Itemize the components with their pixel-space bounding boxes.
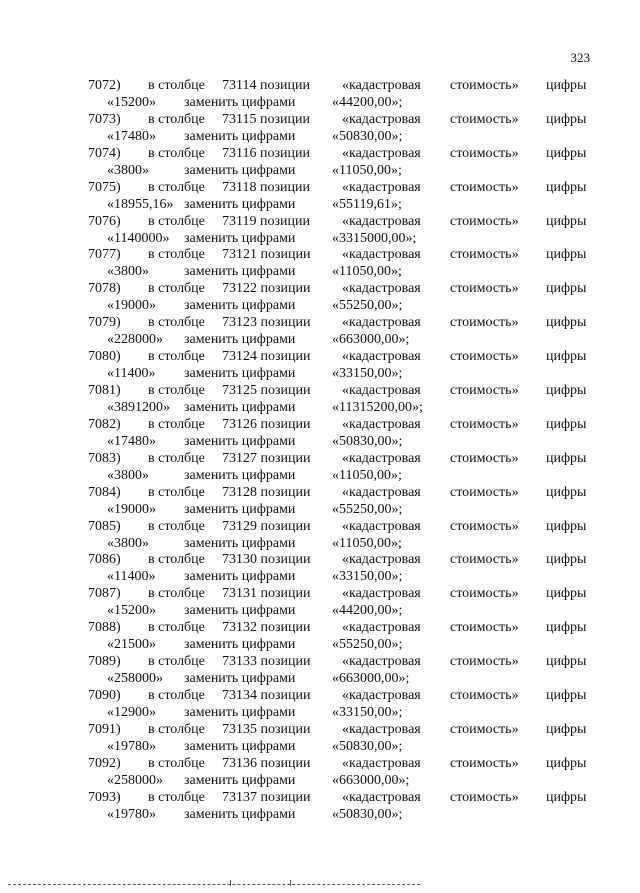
old-value: «18955,16» xyxy=(107,196,174,212)
in-column-text: в столбце xyxy=(148,688,205,704)
replace-text: заменить цифрами xyxy=(184,772,296,788)
amendment-entry xyxy=(0,77,640,111)
old-value: «12900» xyxy=(107,705,156,721)
footer-tick xyxy=(290,880,291,886)
cadastral-text: «кадастровая xyxy=(342,213,421,229)
position-text: 73118 позиции xyxy=(222,179,310,195)
new-value: «33150,00»; xyxy=(332,705,403,721)
old-value: «19780» xyxy=(107,738,156,754)
amendment-line-2 xyxy=(0,196,640,213)
cost-text: стоимость» xyxy=(450,111,519,127)
position-text: 73136 позиции xyxy=(222,755,311,771)
amendment-line-2 xyxy=(0,399,640,416)
amendment-entry xyxy=(0,755,640,789)
amendment-line-2 xyxy=(0,806,640,823)
amendment-line-1 xyxy=(0,382,640,399)
amendment-line-1 xyxy=(0,145,640,162)
amendment-line-1 xyxy=(0,111,640,128)
old-value: «3800» xyxy=(107,264,149,280)
new-value: «663000,00»; xyxy=(332,772,410,788)
cost-text: стоимость» xyxy=(450,213,519,229)
cadastral-text: «кадастровая xyxy=(342,383,421,399)
cadastral-text: «кадастровая xyxy=(342,586,421,602)
amendment-entry xyxy=(0,213,640,247)
footer-tick xyxy=(230,880,231,886)
in-column-text: в столбце xyxy=(148,247,205,263)
digits-text: цифры xyxy=(546,78,587,93)
new-value: «11050,00»; xyxy=(332,467,402,483)
cost-text: стоимость» xyxy=(450,281,519,297)
digits-text: цифры xyxy=(546,315,587,331)
amendment-entry xyxy=(0,246,640,280)
new-value: «11315200,00»; xyxy=(332,400,423,416)
digits-text: цифры xyxy=(546,654,587,670)
old-value: «19000» xyxy=(107,298,156,314)
amendment-line-1 xyxy=(0,653,640,670)
replace-text: заменить цифрами xyxy=(184,230,296,246)
amendment-entry xyxy=(0,653,640,687)
amendment-entry xyxy=(0,484,640,518)
in-column-text: в столбце xyxy=(148,755,205,771)
cadastral-text: «кадастровая xyxy=(342,688,421,704)
amendment-line-2 xyxy=(0,162,640,179)
in-column-text: в столбце xyxy=(148,654,205,670)
amendment-entry xyxy=(0,585,640,619)
position-text: 73129 позиции xyxy=(222,518,311,534)
entry-number: 7079) xyxy=(88,315,121,331)
new-value: «55250,00»; xyxy=(332,637,403,653)
entry-number: 7078) xyxy=(88,281,121,297)
amendment-line-1 xyxy=(0,314,640,331)
amendment-line-2 xyxy=(0,535,640,552)
amendment-line-1 xyxy=(0,721,640,738)
footer-rule xyxy=(8,884,420,885)
new-value: «44200,00»; xyxy=(332,603,403,619)
entry-number: 7075) xyxy=(88,179,121,195)
position-text: 73137 позиции xyxy=(222,789,311,805)
new-value: «44200,00»; xyxy=(332,95,403,110)
amendment-line-2 xyxy=(0,467,640,484)
cost-text: стоимость» xyxy=(450,654,519,670)
old-value: «228000» xyxy=(107,332,163,348)
cost-text: стоимость» xyxy=(450,78,519,93)
amendment-line-2 xyxy=(0,602,640,619)
in-column-text: в столбце xyxy=(148,281,205,297)
entry-number: 7093) xyxy=(88,789,121,805)
replace-text: заменить цифрами xyxy=(184,196,296,212)
replace-text: заменить цифрами xyxy=(184,366,296,382)
entry-number: 7092) xyxy=(88,755,121,771)
amendment-line-2 xyxy=(0,297,640,314)
entry-number: 7081) xyxy=(88,383,121,399)
entry-number: 7091) xyxy=(88,721,121,737)
amendment-line-2 xyxy=(0,128,640,145)
new-value: «50830,00»; xyxy=(332,806,403,822)
cost-text: стоимость» xyxy=(450,484,519,500)
digits-text: цифры xyxy=(546,450,587,466)
cost-text: стоимость» xyxy=(450,620,519,636)
old-value: «19780» xyxy=(107,806,156,822)
cost-text: стоимость» xyxy=(450,179,519,195)
new-value: «33150,00»; xyxy=(332,366,403,382)
entry-number: 7089) xyxy=(88,654,121,670)
in-column-text: в столбце xyxy=(148,518,205,534)
new-value: «50830,00»; xyxy=(332,433,403,449)
amendment-line-1 xyxy=(0,585,640,602)
amendment-line-2 xyxy=(0,365,640,382)
old-value: «3891200» xyxy=(107,400,170,416)
cost-text: стоимость» xyxy=(450,789,519,805)
amendment-entry xyxy=(0,789,640,823)
old-value: «21500» xyxy=(107,637,156,653)
digits-text: цифры xyxy=(546,721,587,737)
cadastral-text: «кадастровая xyxy=(342,484,421,500)
amendment-line-1 xyxy=(0,77,640,94)
old-value: «258000» xyxy=(107,772,163,788)
cadastral-text: «кадастровая xyxy=(342,450,421,466)
amendment-line-2 xyxy=(0,568,640,585)
entry-number: 7082) xyxy=(88,416,121,432)
new-value: «50830,00»; xyxy=(332,738,403,754)
amendment-line-2 xyxy=(0,704,640,721)
digits-text: цифры xyxy=(546,145,587,161)
new-value: «11050,00»; xyxy=(332,535,402,551)
in-column-text: в столбце xyxy=(148,213,205,229)
new-value: «55250,00»; xyxy=(332,298,403,314)
position-text: 73131 позиции xyxy=(222,586,311,602)
replace-text: заменить цифрами xyxy=(184,535,296,551)
entry-number: 7085) xyxy=(88,518,121,534)
amendment-entry xyxy=(0,179,640,213)
amendment-line-1 xyxy=(0,755,640,772)
replace-text: заменить цифрами xyxy=(184,569,296,585)
in-column-text: в столбце xyxy=(148,145,205,161)
cadastral-text: «кадастровая xyxy=(342,179,421,195)
position-text: 73134 позиции xyxy=(222,688,311,704)
entry-number: 7076) xyxy=(88,213,121,229)
amendment-entry xyxy=(0,145,640,179)
old-value: «17480» xyxy=(107,128,156,144)
cost-text: стоимость» xyxy=(450,552,519,568)
digits-text: цифры xyxy=(546,755,587,771)
amendment-line-1 xyxy=(0,484,640,501)
amendment-line-2 xyxy=(0,738,640,755)
replace-text: заменить цифрами xyxy=(184,95,296,110)
replace-text: заменить цифрами xyxy=(184,637,296,653)
amendment-entry xyxy=(0,687,640,721)
digits-text: цифры xyxy=(546,179,587,195)
replace-text: заменить цифрами xyxy=(184,806,296,822)
cost-text: стоимость» xyxy=(450,247,519,263)
new-value: «55119,61»; xyxy=(332,196,402,212)
replace-text: заменить цифрами xyxy=(184,433,296,449)
cost-text: стоимость» xyxy=(450,518,519,534)
in-column-text: в столбце xyxy=(148,416,205,432)
old-value: «19000» xyxy=(107,501,156,517)
cadastral-text: «кадастровая xyxy=(342,721,421,737)
cadastral-text: «кадастровая xyxy=(342,349,421,365)
cost-text: стоимость» xyxy=(450,383,519,399)
cost-text: стоимость» xyxy=(450,586,519,602)
replace-text: заменить цифрами xyxy=(184,162,296,178)
cadastral-text: «кадастровая xyxy=(342,247,421,263)
digits-text: цифры xyxy=(546,552,587,568)
entry-number: 7077) xyxy=(88,247,121,263)
position-text: 73127 позиции xyxy=(222,450,311,466)
digits-text: цифры xyxy=(546,416,587,432)
digits-text: цифры xyxy=(546,688,587,704)
replace-text: заменить цифрами xyxy=(184,332,296,348)
amendment-list xyxy=(0,77,640,823)
entry-number: 7088) xyxy=(88,620,121,636)
cadastral-text: «кадастровая xyxy=(342,315,421,331)
amendment-entry xyxy=(0,348,640,382)
in-column-text: в столбце xyxy=(148,315,205,331)
new-value: «3315000,00»; xyxy=(332,230,417,246)
cadastral-text: «кадастровая xyxy=(342,416,421,432)
replace-text: заменить цифрами xyxy=(184,467,296,483)
entry-number: 7072) xyxy=(88,78,121,93)
position-text: 73125 позиции xyxy=(222,383,311,399)
replace-text: заменить цифрами xyxy=(184,400,296,416)
old-value: «15200» xyxy=(107,95,156,110)
amendment-entry xyxy=(0,382,640,416)
in-column-text: в столбце xyxy=(148,552,205,568)
amendment-line-2 xyxy=(0,433,640,450)
amendment-line-2 xyxy=(0,94,640,111)
in-column-text: в столбце xyxy=(148,586,205,602)
new-value: «663000,00»; xyxy=(332,671,410,687)
cost-text: стоимость» xyxy=(450,315,519,331)
entry-number: 7080) xyxy=(88,349,121,365)
amendment-line-1 xyxy=(0,450,640,467)
position-text: 73126 позиции xyxy=(222,416,311,432)
digits-text: цифры xyxy=(546,789,587,805)
cadastral-text: «кадастровая xyxy=(342,552,421,568)
position-text: 73133 позиции xyxy=(222,654,311,670)
amendment-entry xyxy=(0,450,640,484)
cadastral-text: «кадастровая xyxy=(342,111,421,127)
amendment-line-1 xyxy=(0,213,640,230)
old-value: «17480» xyxy=(107,433,156,449)
in-column-text: в столбце xyxy=(148,789,205,805)
amendment-entry xyxy=(0,111,640,145)
new-value: «663000,00»; xyxy=(332,332,410,348)
old-value: «1140000» xyxy=(107,230,170,246)
in-column-text: в столбце xyxy=(148,349,205,365)
position-text: 73132 позиции xyxy=(222,620,311,636)
old-value: «258000» xyxy=(107,671,163,687)
entry-number: 7087) xyxy=(88,586,121,602)
old-value: «11400» xyxy=(107,366,156,382)
cost-text: стоимость» xyxy=(450,349,519,365)
cost-text: стоимость» xyxy=(450,450,519,466)
amendment-entry xyxy=(0,314,640,348)
amendment-entry xyxy=(0,551,640,585)
cost-text: стоимость» xyxy=(450,145,519,161)
replace-text: заменить цифрами xyxy=(184,128,296,144)
in-column-text: в столбце xyxy=(148,383,205,399)
digits-text: цифры xyxy=(546,213,587,229)
amendment-line-1 xyxy=(0,619,640,636)
amendment-entry xyxy=(0,518,640,552)
replace-text: заменить цифрами xyxy=(184,264,296,280)
amendment-line-1 xyxy=(0,280,640,297)
amendment-line-1 xyxy=(0,551,640,568)
digits-text: цифры xyxy=(546,281,587,297)
position-text: 73128 позиции xyxy=(222,484,311,500)
digits-text: цифры xyxy=(546,518,587,534)
amendment-line-2 xyxy=(0,331,640,348)
replace-text: заменить цифрами xyxy=(184,603,296,619)
cadastral-text: «кадастровая xyxy=(342,755,421,771)
amendment-entry xyxy=(0,416,640,450)
amendment-line-2 xyxy=(0,670,640,687)
old-value: «3800» xyxy=(107,535,149,551)
cost-text: стоимость» xyxy=(450,721,519,737)
new-value: «11050,00»; xyxy=(332,264,402,280)
amendment-entry xyxy=(0,619,640,653)
entry-number: 7086) xyxy=(88,552,121,568)
replace-text: заменить цифрами xyxy=(184,705,296,721)
entry-number: 7074) xyxy=(88,145,121,161)
amendment-line-2 xyxy=(0,263,640,280)
in-column-text: в столбце xyxy=(148,78,205,93)
old-value: «11400» xyxy=(107,569,156,585)
position-text: 73116 позиции xyxy=(222,145,310,161)
amendment-line-2 xyxy=(0,636,640,653)
amendment-entry xyxy=(0,280,640,314)
digits-text: цифры xyxy=(546,349,587,365)
digits-text: цифры xyxy=(546,383,587,399)
amendment-line-2 xyxy=(0,230,640,247)
position-text: 73122 позиции xyxy=(222,281,311,297)
amendment-line-1 xyxy=(0,687,640,704)
position-text: 73114 позиции xyxy=(222,78,310,93)
cadastral-text: «кадастровая xyxy=(342,78,421,93)
entry-number: 7083) xyxy=(88,450,121,466)
amendment-line-1 xyxy=(0,179,640,196)
replace-text: заменить цифрами xyxy=(184,501,296,517)
replace-text: заменить цифрами xyxy=(184,738,296,754)
amendment-entry xyxy=(0,721,640,755)
digits-text: цифры xyxy=(546,620,587,636)
cost-text: стоимость» xyxy=(450,416,519,432)
digits-text: цифры xyxy=(546,247,587,263)
position-text: 73130 позиции xyxy=(222,552,311,568)
in-column-text: в столбце xyxy=(148,620,205,636)
amendment-line-1 xyxy=(0,789,640,806)
amendment-line-1 xyxy=(0,348,640,365)
in-column-text: в столбце xyxy=(148,450,205,466)
old-value: «15200» xyxy=(107,603,156,619)
page-number: 323 xyxy=(570,50,590,65)
old-value: «3800» xyxy=(107,162,149,178)
position-text: 73119 позиции xyxy=(222,213,310,229)
replace-text: заменить цифрами xyxy=(184,298,296,314)
position-text: 73121 позиции xyxy=(222,247,311,263)
in-column-text: в столбце xyxy=(148,179,205,195)
in-column-text: в столбце xyxy=(148,111,205,127)
in-column-text: в столбце xyxy=(148,721,205,737)
position-text: 73123 позиции xyxy=(222,315,311,331)
digits-text: цифры xyxy=(546,111,587,127)
new-value: «50830,00»; xyxy=(332,128,403,144)
new-value: «55250,00»; xyxy=(332,501,403,517)
digits-text: цифры xyxy=(546,484,587,500)
cadastral-text: «кадастровая xyxy=(342,145,421,161)
position-text: 73115 позиции xyxy=(222,111,310,127)
cadastral-text: «кадастровая xyxy=(342,518,421,534)
cadastral-text: «кадастровая xyxy=(342,281,421,297)
position-text: 73135 позиции xyxy=(222,721,311,737)
cost-text: стоимость» xyxy=(450,755,519,771)
cadastral-text: «кадастровая xyxy=(342,654,421,670)
amendment-line-2 xyxy=(0,772,640,789)
position-text: 73124 позиции xyxy=(222,349,311,365)
digits-text: цифры xyxy=(546,586,587,602)
cost-text: стоимость» xyxy=(450,688,519,704)
new-value: «11050,00»; xyxy=(332,162,402,178)
amendment-line-1 xyxy=(0,246,640,263)
cadastral-text: «кадастровая xyxy=(342,789,421,805)
amendment-line-1 xyxy=(0,416,640,433)
in-column-text: в столбце xyxy=(148,484,205,500)
entry-number: 7073) xyxy=(88,111,121,127)
replace-text: заменить цифрами xyxy=(184,671,296,687)
amendment-line-2 xyxy=(0,501,640,518)
cadastral-text: «кадастровая xyxy=(342,620,421,636)
new-value: «33150,00»; xyxy=(332,569,403,585)
entry-number: 7090) xyxy=(88,688,121,704)
old-value: «3800» xyxy=(107,467,149,483)
entry-number: 7084) xyxy=(88,484,121,500)
amendment-line-1 xyxy=(0,518,640,535)
